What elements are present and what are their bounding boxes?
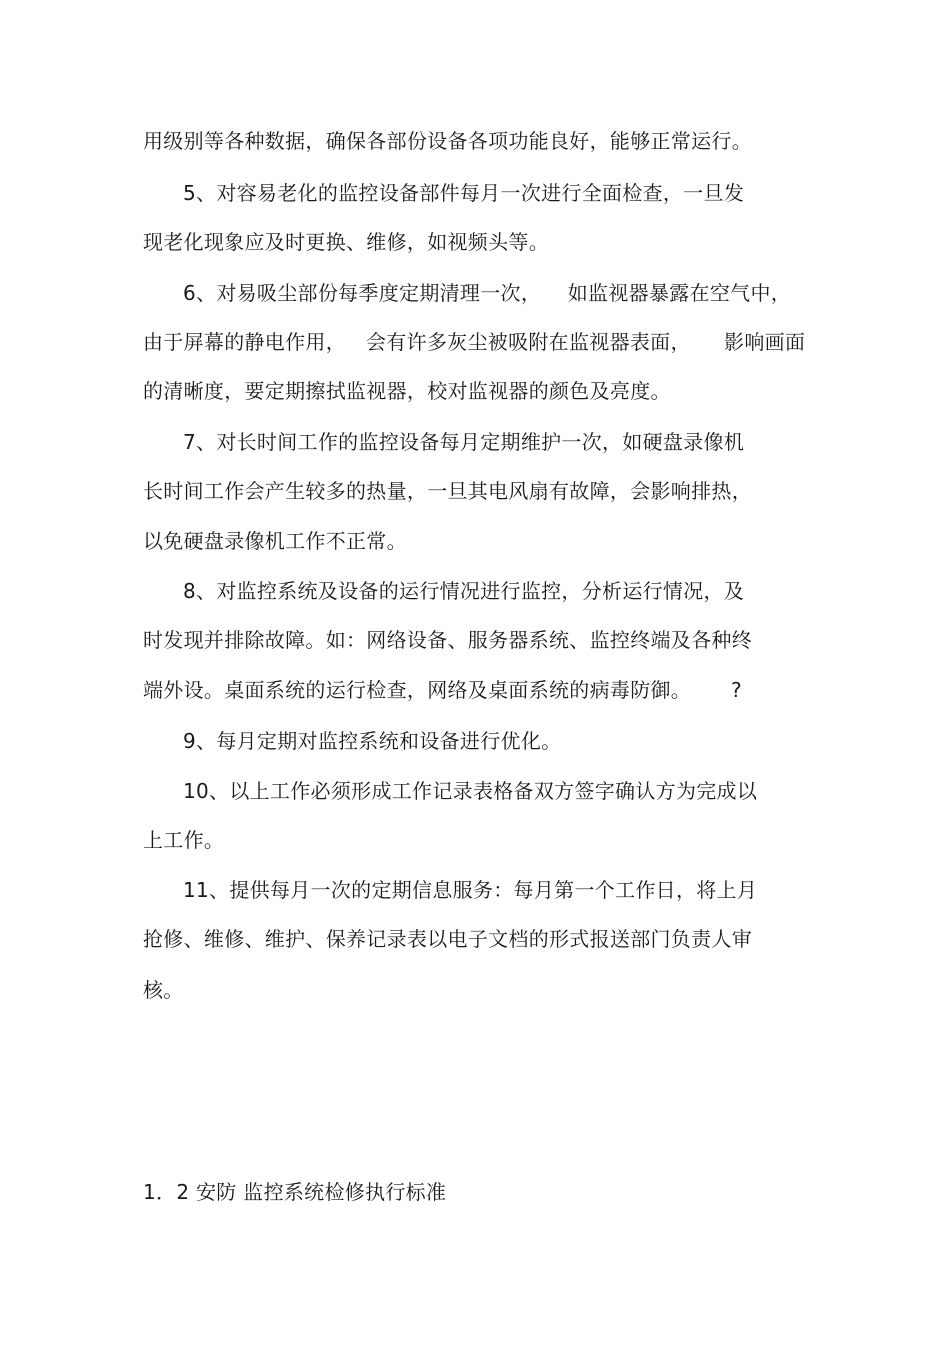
paragraph-line: 核。 (143, 978, 184, 1002)
paragraph-line: 长时间工作会产生较多的热量，一旦其电风扇有故障，会影响排热， (143, 479, 752, 503)
paragraph-line: 由于屏幕的静电作用， 会有许多灰尘被吸附在监视器表面， 影响画面 (143, 330, 806, 354)
paragraph-line: 6、对易吸尘部份每季度定期清理一次， 如监视器暴露在空气中， (183, 281, 792, 305)
paragraph-line: 5、对容易老化的监控设备部件每月一次进行全面检查，一旦发 (183, 181, 745, 205)
paragraph-line: 抢修、维修、维护、保养记录表以电子文档的形式报送部门负责人审 (143, 927, 752, 951)
paragraph-line: 10、以上工作必须形成工作记录表格备双方签字确认方为完成以 (183, 779, 758, 803)
paragraph-line: 现老化现象应及时更换、维修，如视频头等。 (143, 230, 549, 254)
paragraph-line: 的清晰度，要定期擦拭监视器，校对监视器的颜色及亮度。 (143, 379, 671, 403)
paragraph-line: 端外设。桌面系统的运行检查，网络及桌面系统的病毒防御。 ? (143, 678, 742, 702)
paragraph-line: 9、每月定期对监控系统和设备进行优化。 (183, 729, 562, 753)
section-heading: 1．2 安防 监控系统检修执行标准 (143, 1180, 447, 1204)
paragraph-line: 时发现并排除故障。如：网络设备、服务器系统、监控终端及各种终 (143, 628, 752, 652)
paragraph-line: 用级别等各种数据，确保各部份设备各项功能良好，能够正常运行。 (143, 129, 752, 153)
paragraph-line: 8、对监控系统及设备的运行情况进行监控，分析运行情况，及 (183, 579, 745, 603)
paragraph-line: 11、提供每月一次的定期信息服务：每月第一个工作日，将上月 (183, 878, 758, 902)
paragraph-line: 7、对长时间工作的监控设备每月定期维护一次，如硬盘录像机 (183, 430, 745, 454)
paragraph-line: 以免硬盘录像机工作不正常。 (143, 529, 407, 553)
paragraph-line: 上工作。 (143, 828, 225, 852)
